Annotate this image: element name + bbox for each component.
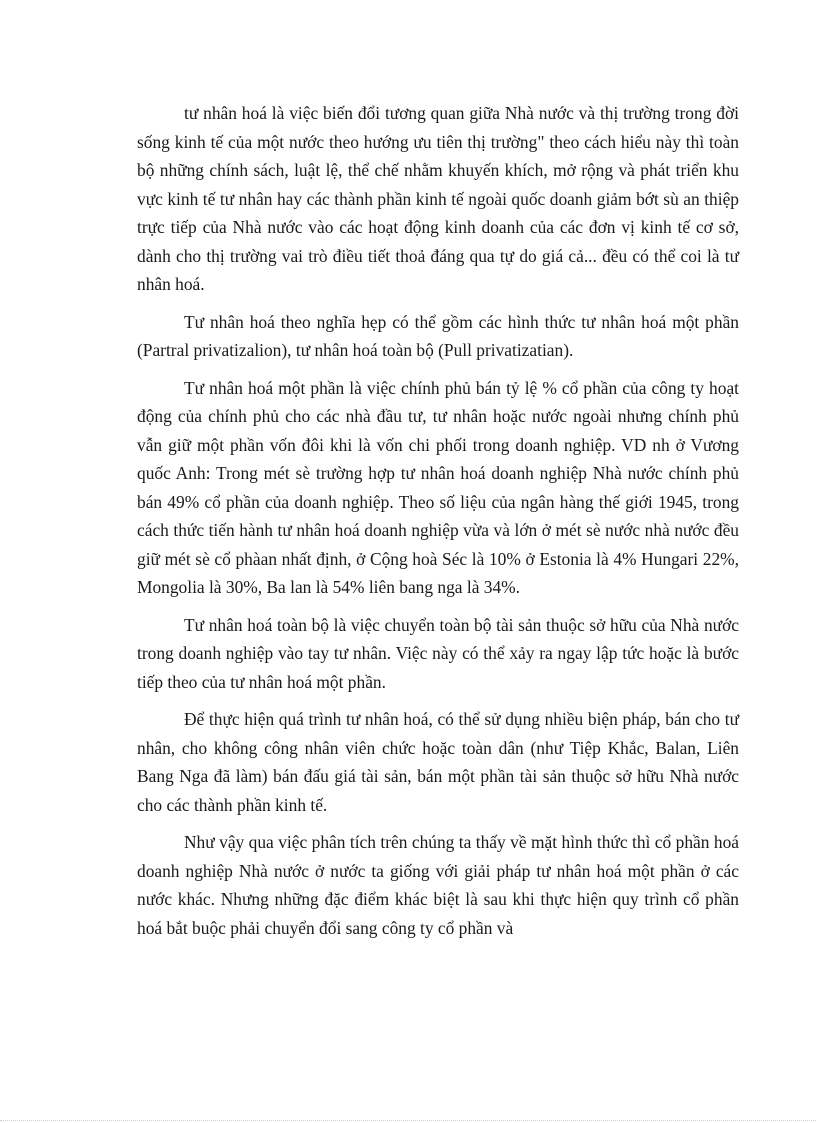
paragraph-1: tư nhân hoá là việc biến đổi tương quan giữa Nhà nước và thị trường trong đời sống kinh tế của một nước theo hướng ưu tiên thị trường" theo cách hiểu này thì toàn bộ những chính sách, luật lệ, thể chế nhằm khuyến khích, mở rộng và phát triển khu vực kinh tế tư nhân hay các thành phần kinh tế ngoài quốc doanh giảm bớt sù an thiệp trực tiếp của Nhà nước vào các hoạt động kinh doanh của các đơn vị kinh tế cơ sở, dành cho thị trường vai trò điều tiết thoả đáng qua tự do giá cả... đều có thể coi là tư nhân hoá. [137,103,739,294]
paragraph-5: Để thực hiện quá trình tư nhân hoá, có thể sử dụng nhiều biện pháp, bán cho tư nhân, cho không công nhân viên chức hoặc toàn dân (như Tiệp Khắc, Balan, Liên Bang Nga đã làm) bán đấu giá tài sản, bán một phần tài sản thuộc sở hữu Nhà nước cho các thành phần kinh tế. [137,709,739,815]
document-page [137,99,739,951]
paragraph-6: Như vậy qua việc phân tích trên chúng ta thấy về mặt hình thức thì cổ phần hoá doanh nghiệp Nhà nước ở nước ta giống với giải pháp tư nhân hoá một phần ở các nước khác. Nhưng những đặc điểm khác biệt là sau khi thực hiện quy trình cổ phần hoá bắt buộc phải chuyển đổi sang công ty cổ phần và [137,832,739,938]
paragraph-2: Tư nhân hoá theo nghĩa hẹp có thể gồm các hình thức tư nhân hoá một phần (Partral privatizalion), tư nhân hoá toàn bộ (Pull privatizatian). [137,311,739,360]
paragraph-3: Tư nhân hoá một phần là việc chính phủ bán tỷ lệ % cổ phần của công ty hoạt động của chính phủ cho các nhà đầu tư, tư nhân hoặc nước ngoài nhưng chính phủ vẫn giữ một phần vốn đôi khi là vốn chi phối trong doanh nghiệp. VD nh ở Vương quốc Anh: Trong mét sè trường hợp tư nhân hoá doanh nghiệp Nhà nước chính phủ bán 49% cổ phần của doanh nghiệp. Theo số liệu của ngân hàng thế giới 1945, trong cách thức tiến hành tư nhân hoá doanh nghiệp vừa và lớn ở mét sè nước nhà nước đều giữ mét sè cổ phàan nhất định, ở Cộng hoà Séc là 10% ở Estonia là 4% Hungari 22%, Mongolia là 30%, Ba lan là 54% liên bang nga là 34%. [137,377,739,597]
paragraph-4: Tư nhân hoá toàn bộ là việc chuyển toàn bộ tài sản thuộc sở hữu của Nhà nước trong doanh nghiệp vào tay tư nhân. Việc này có thể xảy ra ngay lập tức hoặc là bước tiếp theo của tư nhân hoá một phần. [137,614,739,692]
page-bottom-divider [0,1120,816,1121]
